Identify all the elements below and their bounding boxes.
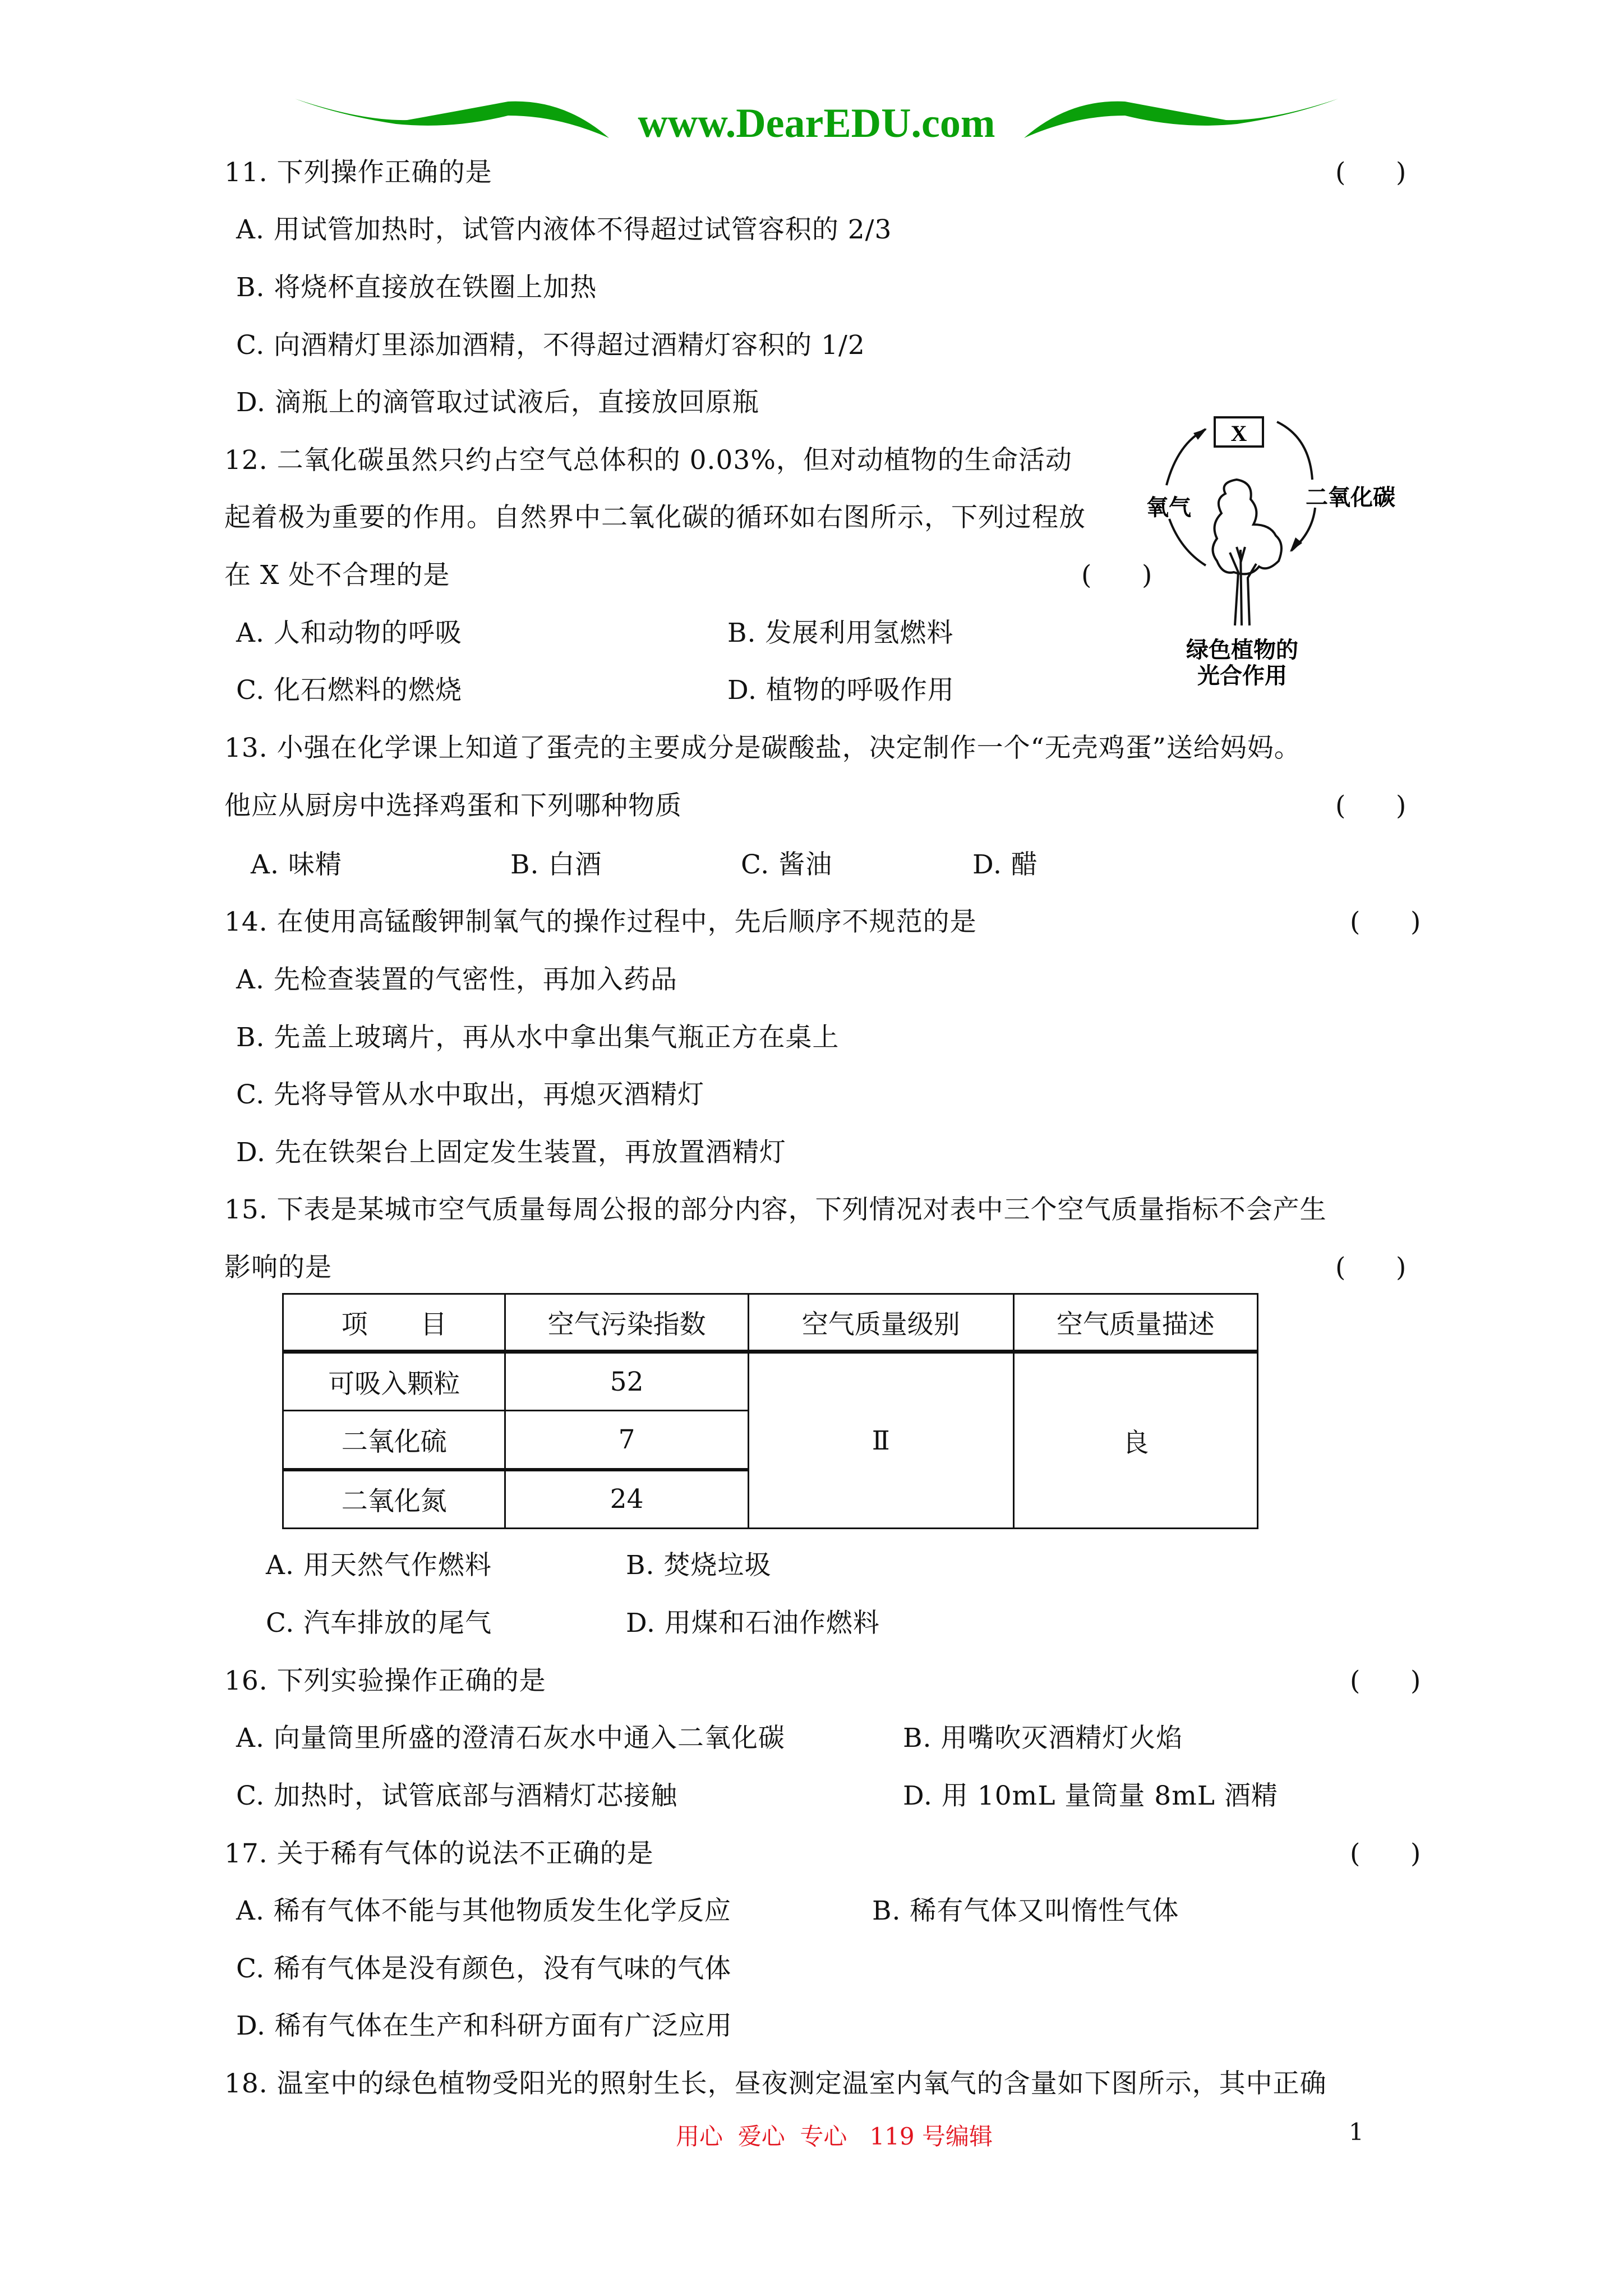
table-cell-item: 二氧化硫: [283, 1411, 505, 1470]
table-cell-desc: 良: [1013, 1352, 1257, 1529]
q14-answer-paren: ( ): [1350, 907, 1421, 937]
q11-stem: 11. 下列操作正确的是: [224, 157, 492, 188]
q17-answer-paren: ( ): [1350, 1838, 1421, 1869]
q16-option-d: D. 用 10mL 量筒量 8mL 酒精: [903, 1780, 1278, 1811]
q13-answer-paren: ( ): [1335, 790, 1407, 821]
q13-option-a: A. 味精: [251, 849, 342, 880]
q12-option-a: A. 人和动物的呼吸: [236, 618, 462, 648]
diagram-bottom-label-2: 光合作用: [1197, 662, 1287, 689]
q13-line2: 他应从厨房中选择鸡蛋和下列哪种物质: [224, 790, 682, 821]
q12-line2: 起着极为重要的作用。自然界中二氧化碳的循环如右图所示，下列过程放: [224, 502, 1086, 533]
diagram-oxygen-label: 氧气: [1146, 494, 1191, 521]
q14-option-c: C. 先将导管从水中取出，再熄灭酒精灯: [236, 1079, 705, 1110]
table-cell-level: Ⅱ: [748, 1352, 1013, 1529]
q16-option-b: B. 用嘴吹灭酒精灯火焰: [903, 1723, 1183, 1754]
diagram-co2-label: 二氧化碳: [1306, 484, 1395, 510]
site-banner-logo: [295, 99, 1338, 144]
table-cell-index: 52: [505, 1352, 748, 1411]
q15-line2: 影响的是: [224, 1252, 332, 1283]
q15-option-c: C. 汽车排放的尾气: [266, 1608, 492, 1639]
table-cell-index: 7: [505, 1411, 748, 1470]
diagram-bottom-label-1: 绿色植物的: [1186, 637, 1298, 663]
q17-option-b: B. 稀有气体又叫惰性气体: [872, 1895, 1179, 1926]
q15-line1: 15. 下表是某城市空气质量每周公报的部分内容，下列情况对表中三个空气质量指标不会产生: [224, 1194, 1327, 1225]
q15-option-d: D. 用煤和石油作燃料: [626, 1608, 880, 1639]
q14-option-d: D. 先在铁架台上固定发生装置，再放置酒精灯: [236, 1137, 786, 1168]
q15-answer-paren: ( ): [1335, 1252, 1407, 1283]
q12-option-b: B. 发展利用氢燃料: [727, 618, 954, 648]
q18-line1: 18. 温室中的绿色植物受阳光的照射生长，昼夜测定温室内氧气的含量如下图所示，其中正确: [224, 2068, 1327, 2099]
q16-option-a: A. 向量筒里所盛的澄清石灰水中通入二氧化碳: [236, 1723, 785, 1754]
footer-text: 用心 爱心 专心 119 号编辑: [676, 2123, 993, 2150]
table-cell-item: 可吸入颗粒: [283, 1352, 505, 1411]
q15-option-a: A. 用天然气作燃料: [266, 1550, 492, 1581]
table-header: 空气污染指数: [505, 1294, 748, 1352]
carbon-cycle-diagram: [1138, 404, 1475, 696]
q11-option-a: A. 用试管加热时，试管内液体不得超过试管容积的 2/3: [236, 214, 892, 245]
diagram-x-label: X: [1230, 421, 1247, 446]
q15-option-b: B. 焚烧垃圾: [626, 1550, 772, 1581]
q11-option-b: B. 将烧杯直接放在铁圈上加热: [236, 272, 597, 303]
q13-option-d: D. 醋: [972, 849, 1038, 880]
q13-option-b: B. 白酒: [510, 849, 602, 880]
page-number: 1: [1349, 2118, 1364, 2146]
q14-option-b: B. 先盖上玻璃片，再从水中拿出集气瓶正方在桌上: [236, 1022, 840, 1053]
q14-stem: 14. 在使用高锰酸钾制氧气的操作过程中，先后顺序不规范的是: [224, 907, 977, 937]
table-header: 空气质量描述: [1013, 1294, 1257, 1352]
q17-option-a: A. 稀有气体不能与其他物质发生化学反应: [236, 1895, 731, 1926]
q12-option-d: D. 植物的呼吸作用: [727, 675, 955, 706]
q16-answer-paren: ( ): [1350, 1665, 1421, 1696]
q11-answer-paren: ( ): [1335, 157, 1407, 188]
q12-line1: 12. 二氧化碳虽然只约占空气总体积的 0.03%，但对动植物的生命活动: [224, 445, 1072, 476]
q11-option-d: D. 滴瓶上的滴管取过试液后，直接放回原瓶: [236, 387, 759, 418]
q13-option-c: C. 酱油: [741, 849, 833, 880]
q12-option-c: C. 化石燃料的燃烧: [236, 675, 463, 706]
table-header: 项 目: [283, 1294, 505, 1352]
table-header: 空气质量级别: [748, 1294, 1013, 1352]
q17-stem: 17. 关于稀有气体的说法不正确的是: [224, 1838, 654, 1869]
q11-option-c: C. 向酒精灯里添加酒精，不得超过酒精灯容积的 1/2: [236, 330, 865, 361]
site-name: www.DearEDU.com: [638, 100, 995, 144]
table-cell-item: 二氧化氮: [283, 1470, 505, 1529]
q16-option-c: C. 加热时，试管底部与酒精灯芯接触: [236, 1780, 678, 1811]
air-quality-table: [282, 1293, 1258, 1529]
q12-answer-paren: ( ): [1081, 560, 1152, 591]
q16-stem: 16. 下列实验操作正确的是: [224, 1665, 546, 1696]
q13-line1: 13. 小强在化学课上知道了蛋壳的主要成分是碳酸盐，决定制作一个“无壳鸡蛋”送给妈妈。: [224, 733, 1301, 763]
q17-option-c: C. 稀有气体是没有颜色，没有气味的气体: [236, 1953, 732, 1984]
table-header-row: [283, 1294, 1258, 1352]
table-row: [283, 1352, 1258, 1411]
q17-option-d: D. 稀有气体在生产和科研方面有广泛应用: [236, 2010, 732, 2041]
q12-line3: 在 X 处不合理的是: [224, 560, 450, 591]
q14-option-a: A. 先检查装置的气密性，再加入药品: [236, 964, 677, 995]
table-cell-index: 24: [505, 1470, 748, 1529]
